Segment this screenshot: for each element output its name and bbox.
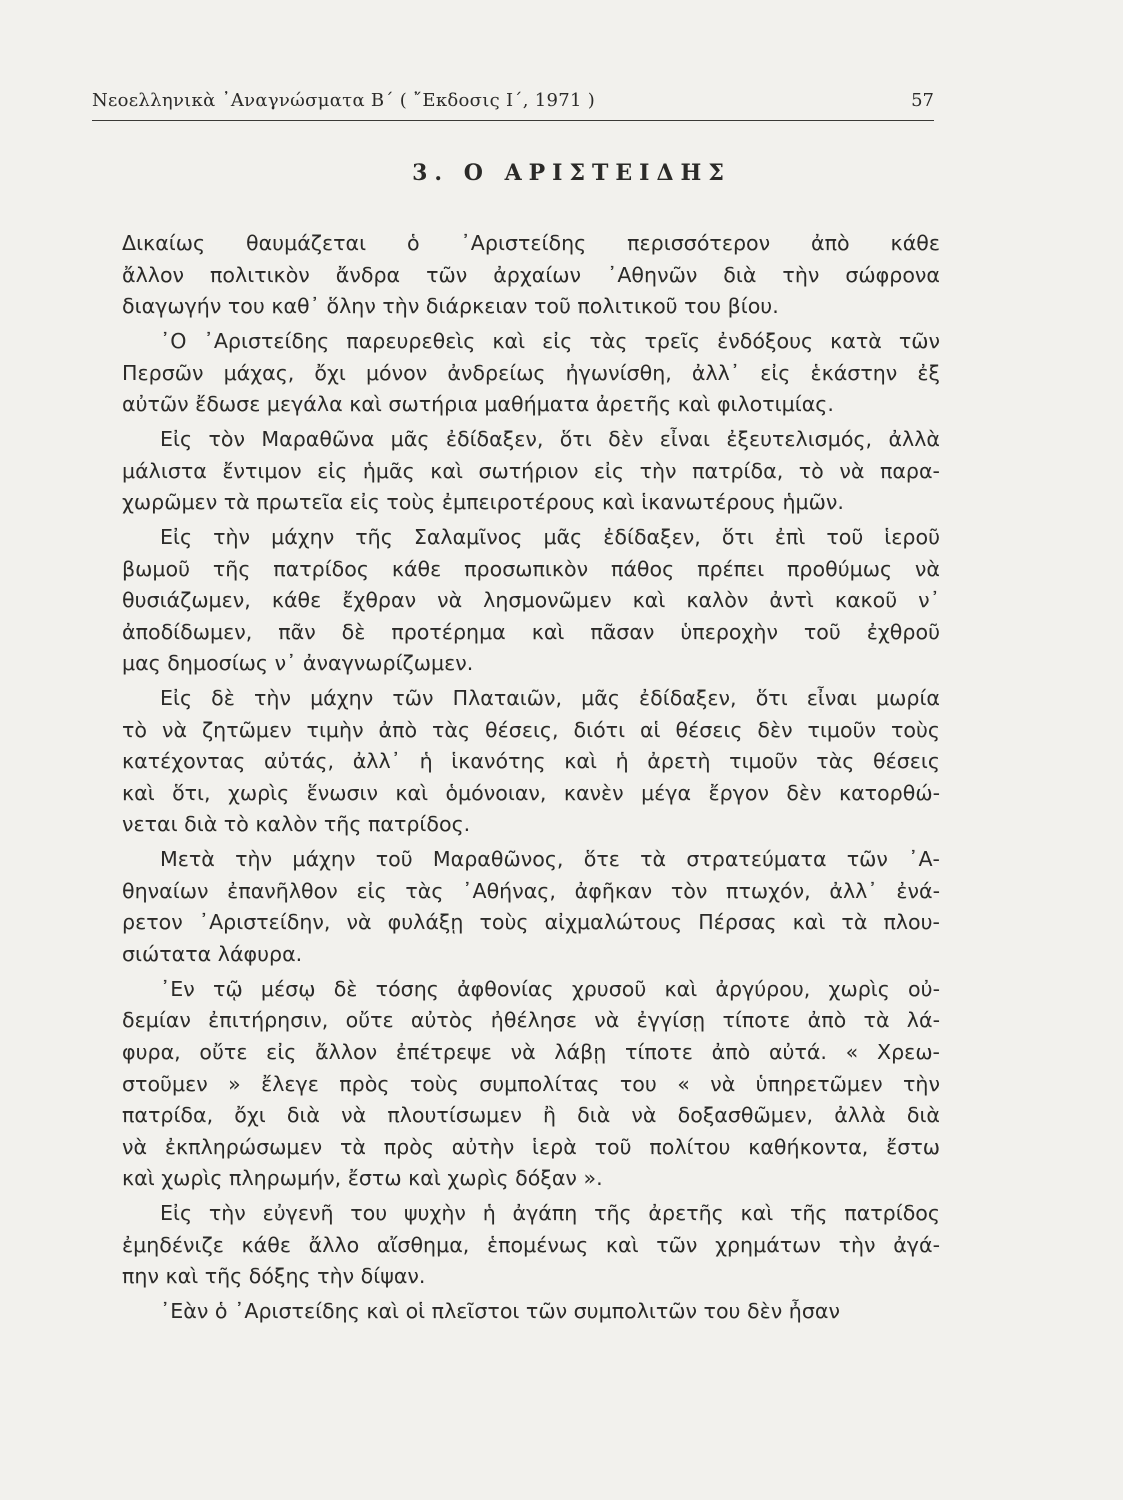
text-line: ρετον ᾽Αριστείδην, νὰ φυλάξῃ τοὺς αἰχμαλώτους Πέρσας καὶ τὰ πλου- (122, 910, 940, 935)
text-line: αὐτῶν ἔδωσε μεγάλα καὶ σωτήρια μαθήματα ἀρετῆς καὶ φιλοτιμίας. (122, 392, 834, 417)
text-line: Δικαίως θαυμάζεται ὁ ᾽Αριστείδης περισσότερον ἀπὸ κάθε (122, 231, 940, 255)
paragraph (122, 1296, 940, 1328)
running-head: Νεοελληνικὰ ᾽Αναγνώσματα Β´ ( ῎Εκδοσις Ι´, 1971 ) (92, 90, 596, 111)
paragraph (122, 683, 940, 841)
text-line: Μετὰ τὴν μάχην τοῦ Μαραθῶνος, ὅτε τὰ στρατεύματα τῶν ᾽Α- (160, 847, 940, 872)
text-line: τὸ νὰ ζητῶμεν τιμὴν ἀπὸ τὰς θέσεις, διότι αἱ θέσεις δὲν τιμοῦν τοὺς (122, 717, 940, 742)
text-line: στοῦμεν » ἔλεγε πρὸς τοὺς συμπολίτας του « νὰ ὑπηρετῶμεν τὴν (122, 1071, 940, 1096)
text-line: θηναίων ἐπανῆλθον εἰς τὰς ᾽Αθήνας, ἀφῆκαν τὸν πτωχόν, ἀλλ᾽ ἐνά- (122, 878, 940, 903)
paragraph (122, 228, 940, 323)
text-line: Εἰς τὸν Μαραθῶνα μᾶς ἐδίδαξεν, ὅτι δὲν εἶναι ἐξευτελισμός, ἀλλὰ (160, 426, 940, 451)
text-line: νεται διὰ τὸ καλὸν τῆς πατρίδος. (122, 812, 471, 837)
text-line: φυρα, οὔτε εἰς ἄλλον ἐπέτρεψε νὰ λάβῃ τίποτε ἀπὸ αὐτά. « Χρεω- (122, 1039, 940, 1064)
chapter-title: 3. Ο ΑΡΙΣΤΕΙΔΗΣ (412, 160, 731, 186)
text-line: ᾽Εν τῷ μέσῳ δὲ τόσης ἀφθονίας χρυσοῦ καὶ ἀργύρου, χωρὶς οὐ- (160, 976, 940, 1001)
text-line: καὶ χωρὶς πληρωμήν, ἔστω καὶ χωρὶς δόξαν ». (122, 1166, 603, 1191)
paragraph (122, 522, 940, 680)
text-line: καὶ ὅτι, χωρὶς ἕνωσιν καὶ ὁμόνοιαν, κανὲν μέγα ἔργον δὲν κατορθώ- (122, 780, 940, 805)
text-line: βωμοῦ τῆς πατρίδος κάθε προσωπικὸν πάθος πρέπει προθύμως νὰ (122, 556, 940, 581)
text-line: σιώτατα λάφυρα. (122, 942, 303, 966)
text-line: Εἰς τὴν εὐγενῆ του ψυχὴν ἡ ἀγάπη τῆς ἀρετῆς καὶ τῆς πατρίδος (160, 1201, 940, 1226)
text-line: χωρῶμεν τὰ πρωτεῖα εἰς τοὺς ἐμπειροτέρους καὶ ἱκανωτέρους ἡμῶν. (122, 490, 844, 515)
paragraph (122, 326, 940, 421)
page-header (92, 86, 934, 121)
paragraph (122, 974, 940, 1195)
body-text (122, 228, 940, 1328)
text-line: Περσῶν μάχας, ὄχι μόνον ἀνδρείως ἠγωνίσθη, ἀλλ᾽ εἰς ἑκάστην ἐξ (122, 360, 940, 385)
text-line: θυσιάζωμεν, κάθε ἔχθραν νὰ λησμονῶμεν καὶ καλὸν ἀντὶ κακοῦ ν᾽ (122, 588, 940, 613)
text-line: Εἰς τὴν μάχην τῆς Σαλαμῖνος μᾶς ἐδίδαξεν, ὅτι ἐπὶ τοῦ ἱεροῦ (160, 524, 940, 549)
text-line: πατρίδα, ὄχι διὰ νὰ πλουτίσωμεν ἢ διὰ νὰ δοξασθῶμεν, ἀλλὰ διὰ (122, 1103, 940, 1128)
paragraph (122, 844, 940, 970)
text-line: ᾽Εὰν ὁ ᾽Αριστείδης καὶ οἱ πλεῖστοι τῶν συμπολιτῶν του δὲν ἦσαν (160, 1299, 840, 1324)
paragraph (122, 424, 940, 519)
text-line: μάλιστα ἔντιμον εἰς ἡμᾶς καὶ σωτήριον εἰς τὴν πατρίδα, τὸ νὰ παρα- (122, 458, 940, 483)
text-line: ἄλλον πολιτικὸν ἄνδρα τῶν ἀρχαίων ᾽Αθηνῶν διὰ τὴν σώφρονα (122, 262, 940, 287)
text-line: ᾽Ο ᾽Αριστείδης παρευρεθεὶς καὶ εἰς τὰς τρεῖς ἐνδόξους κατὰ τῶν (160, 328, 940, 353)
page-number: 57 (911, 90, 934, 111)
text-line: νὰ ἐκπληρώσωμεν τὰ πρὸς αὐτὴν ἱερὰ τοῦ πολίτου καθήκοντα, ἔστω (122, 1134, 940, 1159)
text-line: πην καὶ τῆς δόξης τὴν δίψαν. (122, 1264, 426, 1289)
text-line: Εἰς δὲ τὴν μάχην τῶν Πλαταιῶν, μᾶς ἐδίδαξεν, ὅτι εἶναι μωρία (160, 686, 940, 711)
paragraph (122, 1198, 940, 1293)
text-line: ἀποδίδωμεν, πᾶν δὲ προτέρημα καὶ πᾶσαν ὑπεροχὴν τοῦ ἐχθροῦ (122, 619, 940, 644)
text-line: κατέχοντας αὐτάς, ἀλλ᾽ ἡ ἱκανότης καὶ ἡ ἀρετὴ τιμοῦν τὰς θέσεις (122, 749, 940, 774)
text-line: ἐμηδένιζε κάθε ἄλλο αἴσθημα, ἑπομένως καὶ τῶν χρημάτων τὴν ἀγά- (122, 1232, 940, 1257)
text-line: διαγωγήν του καθ᾽ ὅλην τὴν διάρκειαν τοῦ πολιτικοῦ του βίου. (122, 294, 779, 319)
text-line: μας δημοσίως ν᾽ ἀναγνωρίζωμεν. (122, 651, 474, 676)
text-line: δεμίαν ἐπιτήρησιν, οὔτε αὐτὸς ἠθέλησε νὰ ἐγγίσῃ τίποτε ἀπὸ τὰ λά- (122, 1008, 940, 1033)
